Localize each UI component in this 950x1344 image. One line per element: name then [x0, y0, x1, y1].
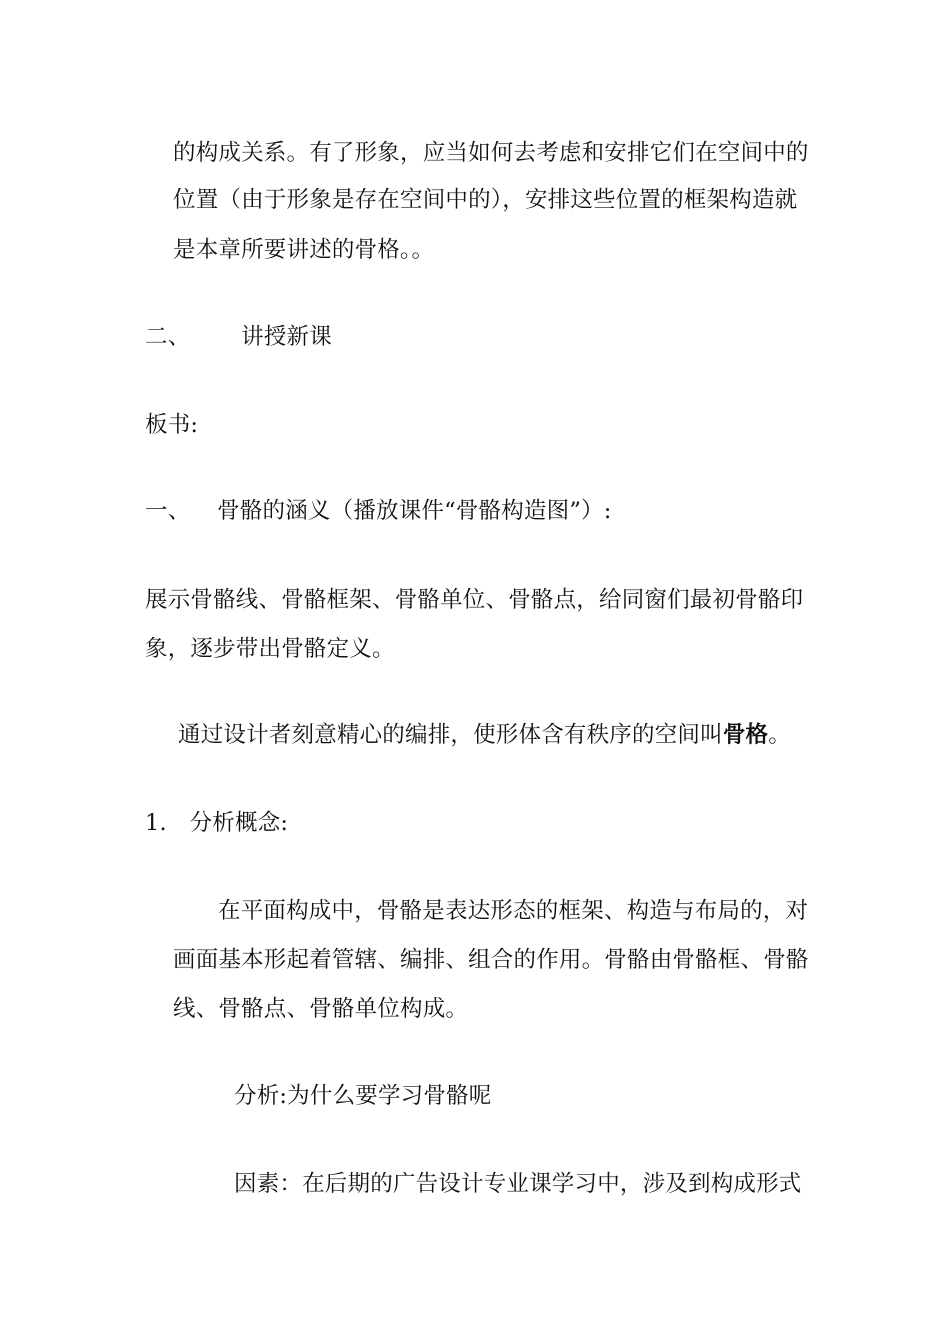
- definition-line: [178, 720, 791, 750]
- definition-text: 通过设计者刻意精心的编排，使形体含有秩序的空间叫: [178, 722, 723, 748]
- section-one-number: 一、: [145, 498, 191, 524]
- concept-line-1: 在平面构成中，骨骼是表达形态的框架、构造与布局的，对: [218, 898, 809, 924]
- item-1-heading: [145, 808, 288, 838]
- show-para-line-1: 展示骨骼线、骨骼框架、骨骼单位、骨骼点，给同窗们最初骨骼印: [145, 587, 804, 613]
- section-two-number: 二、: [145, 324, 191, 350]
- show-para-line-2: 象，逐步带出骨骼定义。: [145, 636, 395, 662]
- intro-line-2: 位置（由于形象是存在空间中的），安排这些位置的框架构造就: [173, 187, 798, 213]
- definition-end: 。: [768, 722, 791, 748]
- section-two-heading: [145, 322, 332, 352]
- item-1-number: 1.: [145, 810, 167, 836]
- concept-line-3: 线、骨骼点、骨骼单位构成。: [173, 996, 469, 1022]
- reason-line: 因素：在后期的广告设计专业课学习中，涉及到构成形式: [234, 1171, 802, 1197]
- section-one-heading: [145, 496, 612, 526]
- board-label: 板书:: [145, 412, 199, 438]
- intro-line-1: 的构成关系。有了形象，应当如何去考虑和安排它们在空间中的: [173, 140, 809, 166]
- item-1-title: 分析概念:: [189, 810, 289, 836]
- analysis-line: 分析:为什么要学习骨骼呢: [234, 1083, 492, 1109]
- section-two-title: 讲授新课: [241, 324, 332, 350]
- definition-term: 骨格: [722, 722, 769, 748]
- intro-line-3: 是本章所要讲述的骨格。。: [173, 237, 435, 263]
- concept-line-2: 画面基本形起着管辖、编排、组合的作用。骨骼由骨骼框、骨骼: [173, 947, 809, 973]
- section-one-title: 骨骼的涵义（播放课件“骨骼构造图”）:: [217, 498, 612, 524]
